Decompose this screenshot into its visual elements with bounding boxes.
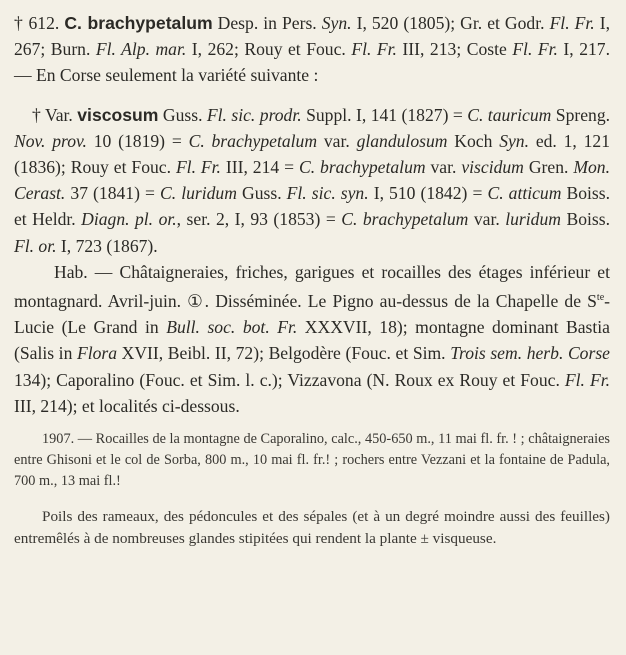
synonym-name: C. atticum [487, 183, 562, 204]
variety-text: Suppl. I, 141 (1827) = [301, 104, 468, 125]
synonym-name: C. brachypetalum [188, 130, 318, 151]
citation-title: Trois sem. herb. Corse [450, 343, 610, 364]
variety-text: Var. [40, 104, 78, 125]
citation-title: Mon. Cerast. [14, 157, 610, 204]
species-name: C. brachypetalum [64, 13, 213, 33]
habitat-text: Hab. — Châtaigneraies, friches, garigues et rocailles des étages inférieur et montagnard. Avril-juin. [14, 261, 610, 311]
citation-text: I, 262; Rouy et Fouc. [186, 39, 352, 60]
citation-title: Syn. [499, 130, 530, 151]
citation-title: Fl. Fr. [351, 39, 397, 60]
description-note: Poils des rameaux, des pédoncules et des sépales (et à un degré moindre aussi des feuilles) entremêlés à de nombreuses glandes stipitées qui rendent la plante ± visqueuse. [14, 507, 610, 547]
variety-text: I, 510 (1842) = [368, 183, 488, 204]
citation-title: Syn. [321, 13, 352, 33]
variety-text: , ser. 2, I, 93 (1853) = [176, 209, 342, 230]
habitat-text: 134); Caporalino (Fouc. et Sim. l. c.); Vizzavona (N. Roux ex Rouy et Fouc. [14, 369, 565, 390]
dagger-mark: † [14, 13, 24, 33]
citation-title: Fl. Fr. [175, 157, 221, 178]
variety-text: Koch [447, 130, 500, 151]
synonym-name: C. brachypetalum [341, 209, 469, 230]
variety-text: Boiss. et Heldr. [14, 183, 611, 230]
variety-text: I, 723 (1867). [56, 235, 158, 256]
variety-text: Guss. [158, 104, 207, 125]
species-number: 612. [28, 13, 60, 33]
variety-text: 10 (1819) = [86, 130, 189, 151]
variety-text: var. [317, 130, 357, 151]
synonym-name: C. brachypetalum [298, 157, 426, 178]
citation-text: I, 267; Burn. [14, 13, 610, 60]
variety-name: viscosum [77, 104, 159, 125]
annual-symbol: ① [187, 290, 205, 311]
habitat-text: -Lucie (Le Grand in [14, 290, 610, 338]
synonym-name: C. tauricum [467, 104, 552, 125]
citation-text: I, 217. — En Corse seulement la variété suivante : [14, 39, 610, 86]
variety-text: ed. 1, 121 (1836); Rouy et Fouc. [14, 130, 611, 178]
variety-text: var. [468, 209, 506, 230]
variety-text: Gren. [523, 157, 574, 178]
citation-title: Bull. soc. bot. Fr. [166, 317, 298, 338]
synonym-name: C. luridum [160, 183, 237, 204]
variety-entry [14, 102, 610, 259]
synonym-name: glandulosum [356, 130, 448, 151]
habitat-text: XXXVII, 18); montagne dominant Bastia (Salis in [14, 317, 610, 364]
habitat-paragraph [14, 259, 610, 419]
citation-title: Fl. sic. prodr. [206, 104, 302, 125]
citation-title: Fl. Fr. [549, 13, 595, 33]
abbrev-superscript: te [596, 292, 605, 304]
variety-text: Boiss. [560, 209, 610, 230]
dagger-mark: † [32, 104, 41, 125]
collection-record: 1907. — Rocailles de la montagne de Caporalino, calc., 450-650 m., 11 mai fl. fr. ! ; châtaigneraies entre Ghisoni et le col de Sorba, 800 m., 10 mai fl. fr.! ; rochers entre Vezzani et la fontaine de Padula, 700 m., 13 mai fl.! [14, 430, 610, 489]
variety-text: III, 214 = [220, 157, 299, 178]
variety-text: var. [425, 157, 462, 178]
citation-title: Diagn. pl. or. [81, 209, 177, 230]
synonym-name: luridum [505, 209, 561, 230]
species-entry [14, 10, 610, 89]
citation-text: I, 520 (1805); Gr. et Godr. [351, 13, 550, 33]
synonym-name: viscidum [461, 157, 524, 178]
habitat-text: . Disséminée. Le Pigno au-dessus de la Chapelle de S [204, 290, 597, 311]
citation-title: Fl. Alp. mar. [95, 39, 187, 60]
citation-text: III, 213; Coste [396, 39, 513, 60]
variety-text: Spreng. [551, 104, 611, 125]
citation-text: Desp. in Pers. [212, 13, 322, 33]
citation-title: Fl. or. [14, 235, 57, 256]
habitat-text: III, 214); et localités ci-dessous. [14, 395, 240, 416]
variety-text: 37 (1841) = [65, 183, 161, 204]
citation-title: Fl. Fr. [564, 369, 610, 390]
citation-title: Flora [76, 343, 118, 364]
habitat-text: XVII, Beibl. II, 72); Belgodère (Fouc. et Sim. [117, 343, 451, 364]
citation-title: Fl. sic. syn. [286, 183, 369, 204]
citation-title: Nov. prov. [14, 130, 87, 151]
citation-title: Fl. Fr. [512, 39, 558, 60]
variety-text: Guss. [236, 183, 287, 204]
